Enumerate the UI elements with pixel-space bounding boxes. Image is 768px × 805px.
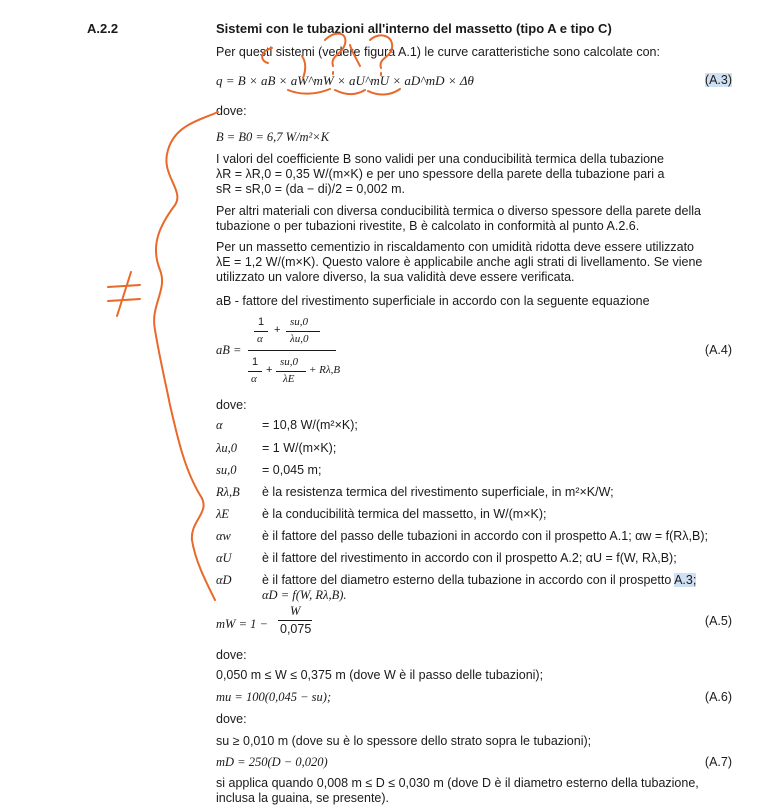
num-plus: + bbox=[274, 324, 281, 336]
def-symbol-rlb: Rλ,B bbox=[216, 485, 240, 499]
den-su0-bar bbox=[276, 371, 306, 372]
equation-number-a5: (A.5) bbox=[704, 614, 732, 628]
b-definition: B = B0 = 6,7 W/m²×K bbox=[216, 130, 330, 144]
def-desc-rlb: è la resistenza termica del rivestimento superficiale, in m²×K/W; bbox=[262, 485, 614, 499]
intro-text: Per questi sistemi (vedere figura A.1) le curve caratteristiche sono calcolate con: bbox=[216, 45, 660, 59]
num-alpha: α bbox=[257, 333, 263, 345]
paragraph-3-line-2: λE = 1,2 W/(m×K). Questo valore è applicabile anche agli strati di livellamento. Se viene bbox=[216, 255, 703, 269]
den-rlb: + Rλ,B bbox=[309, 364, 341, 376]
left-brace-annotation bbox=[154, 112, 218, 600]
where-label-2: dove: bbox=[216, 398, 247, 412]
paragraph-1-line-2: λR = λR,0 = 0,35 W/(m×K) e per uno spessore della parete della tubazione pari a bbox=[216, 167, 665, 181]
equation-number-a3: (A.3) bbox=[704, 73, 732, 87]
final-line-2: inclusa la guaina, se presente). bbox=[216, 791, 390, 805]
equation-a3: q = B × aB × aW^mW × aU^mU × aD^mD × Δθ bbox=[216, 73, 474, 88]
def-desc-ad: è il fattore del diametro esterno della tubazione in accordo con il prospetto A.3; bbox=[262, 573, 697, 587]
def-desc-le: è la conducibilità termica del massetto, in W/(m×K); bbox=[262, 507, 547, 521]
def-symbol-ad: αD bbox=[216, 573, 232, 587]
num-su0: su,0 bbox=[290, 316, 309, 328]
def-symbol-le: λE bbox=[216, 507, 230, 521]
final-line-1: si applica quando 0,008 m ≤ D ≤ 0,030 m (dove D è il diametro esterno della tubazione, bbox=[216, 776, 699, 790]
equation-a5-den: 0,075 bbox=[280, 622, 312, 636]
def-symbol-alpha: α bbox=[216, 418, 223, 432]
den-le: λE bbox=[283, 373, 295, 385]
paragraph-3-line-3: utilizzato un valore diverso, la sua validità deve essere verificata. bbox=[216, 270, 575, 284]
den-su0: su,0 bbox=[280, 356, 299, 368]
def-symbol-lu0: λu,0 bbox=[216, 441, 238, 455]
section-title: Sistemi con le tubazioni all'interno del massetto (tipo A e tipo C) bbox=[216, 21, 612, 36]
equation-a5-num: W bbox=[290, 604, 301, 618]
where-label: dove: bbox=[216, 104, 247, 118]
def-desc-ad-line-2: αD = f(W, Rλ,B). bbox=[262, 588, 347, 602]
den-alpha: α bbox=[251, 373, 257, 385]
equation-a4-lhs: aB = bbox=[216, 343, 242, 357]
equation-a6: mu = 100(0,045 − su); bbox=[216, 690, 332, 704]
equation-number-a6: (A.6) bbox=[704, 690, 732, 704]
where-label-3: dove: bbox=[216, 648, 247, 662]
paragraph-3-line-1: Per un massetto cementizio in riscaldamento con umidità ridotta deve essere utilizzato bbox=[216, 240, 695, 254]
def-symbol-au: αU bbox=[216, 551, 232, 565]
exponent-underline-annotation bbox=[288, 89, 400, 95]
den-one-bar bbox=[248, 371, 262, 372]
def-desc-alpha: = 10,8 W/(m²×K); bbox=[262, 418, 358, 432]
def-desc-aw: è il fattore del passo delle tubazioni in accordo con il prospetto A.1; αw = f(Rλ,B); bbox=[262, 529, 709, 543]
equation-number-a4: (A.4) bbox=[704, 343, 732, 357]
num-lu0: λu,0 bbox=[290, 333, 309, 345]
num-one-bar bbox=[254, 331, 268, 332]
ab-intro: aB - fattore del rivestimento superficiale in accordo con la seguente equazione bbox=[216, 294, 650, 308]
equation-a5-lhs: mW = 1 − bbox=[216, 617, 268, 631]
num-su0-bar bbox=[286, 331, 320, 332]
def-symbol-aw: αw bbox=[216, 529, 231, 543]
w-range: 0,050 m ≤ W ≤ 0,375 m (dove W è il passo delle tubazioni); bbox=[216, 668, 544, 682]
paragraph-1-line-3: sR = sR,0 = (da − di)/2 = 0,002 m. bbox=[216, 182, 405, 196]
den-plus: + bbox=[266, 364, 273, 376]
den-one: 1 bbox=[252, 356, 259, 368]
num-one: 1 bbox=[258, 316, 265, 328]
paragraph-1-line-1: I valori del coefficiente B sono validi per una conducibilità termica della tubazione bbox=[216, 152, 664, 166]
def-symbol-su0: su,0 bbox=[216, 463, 237, 477]
not-equal-annotation bbox=[108, 272, 140, 316]
def-desc-au: è il fattore del rivestimento in accordo con il prospetto A.2; αU = f(W, Rλ,B); bbox=[262, 551, 677, 565]
equation-a7: mD = 250(D − 0,020) bbox=[216, 755, 328, 769]
def-desc-su0: = 0,045 m; bbox=[262, 463, 322, 477]
paragraph-2-line-2: tubazione o per tubazioni rivestite, B è calcolato in conformità al punto A.2.6. bbox=[216, 219, 640, 233]
main-fraction-bar bbox=[248, 350, 336, 351]
su-condition: su ≥ 0,010 m (dove su è lo spessore dello strato sopra le tubazioni); bbox=[216, 734, 592, 748]
equation-number-a7: (A.7) bbox=[704, 755, 732, 769]
paragraph-2-line-1: Per altri materiali con diversa conducibilità termica o diverso spessore della parete della bbox=[216, 204, 701, 218]
where-label-4: dove: bbox=[216, 712, 247, 726]
def-desc-lu0: = 1 W/(m×K); bbox=[262, 441, 337, 455]
ref-a3-highlight: A.3; bbox=[674, 573, 697, 587]
equation-a5-bar bbox=[278, 620, 312, 621]
section-number: A.2.2 bbox=[87, 21, 119, 36]
